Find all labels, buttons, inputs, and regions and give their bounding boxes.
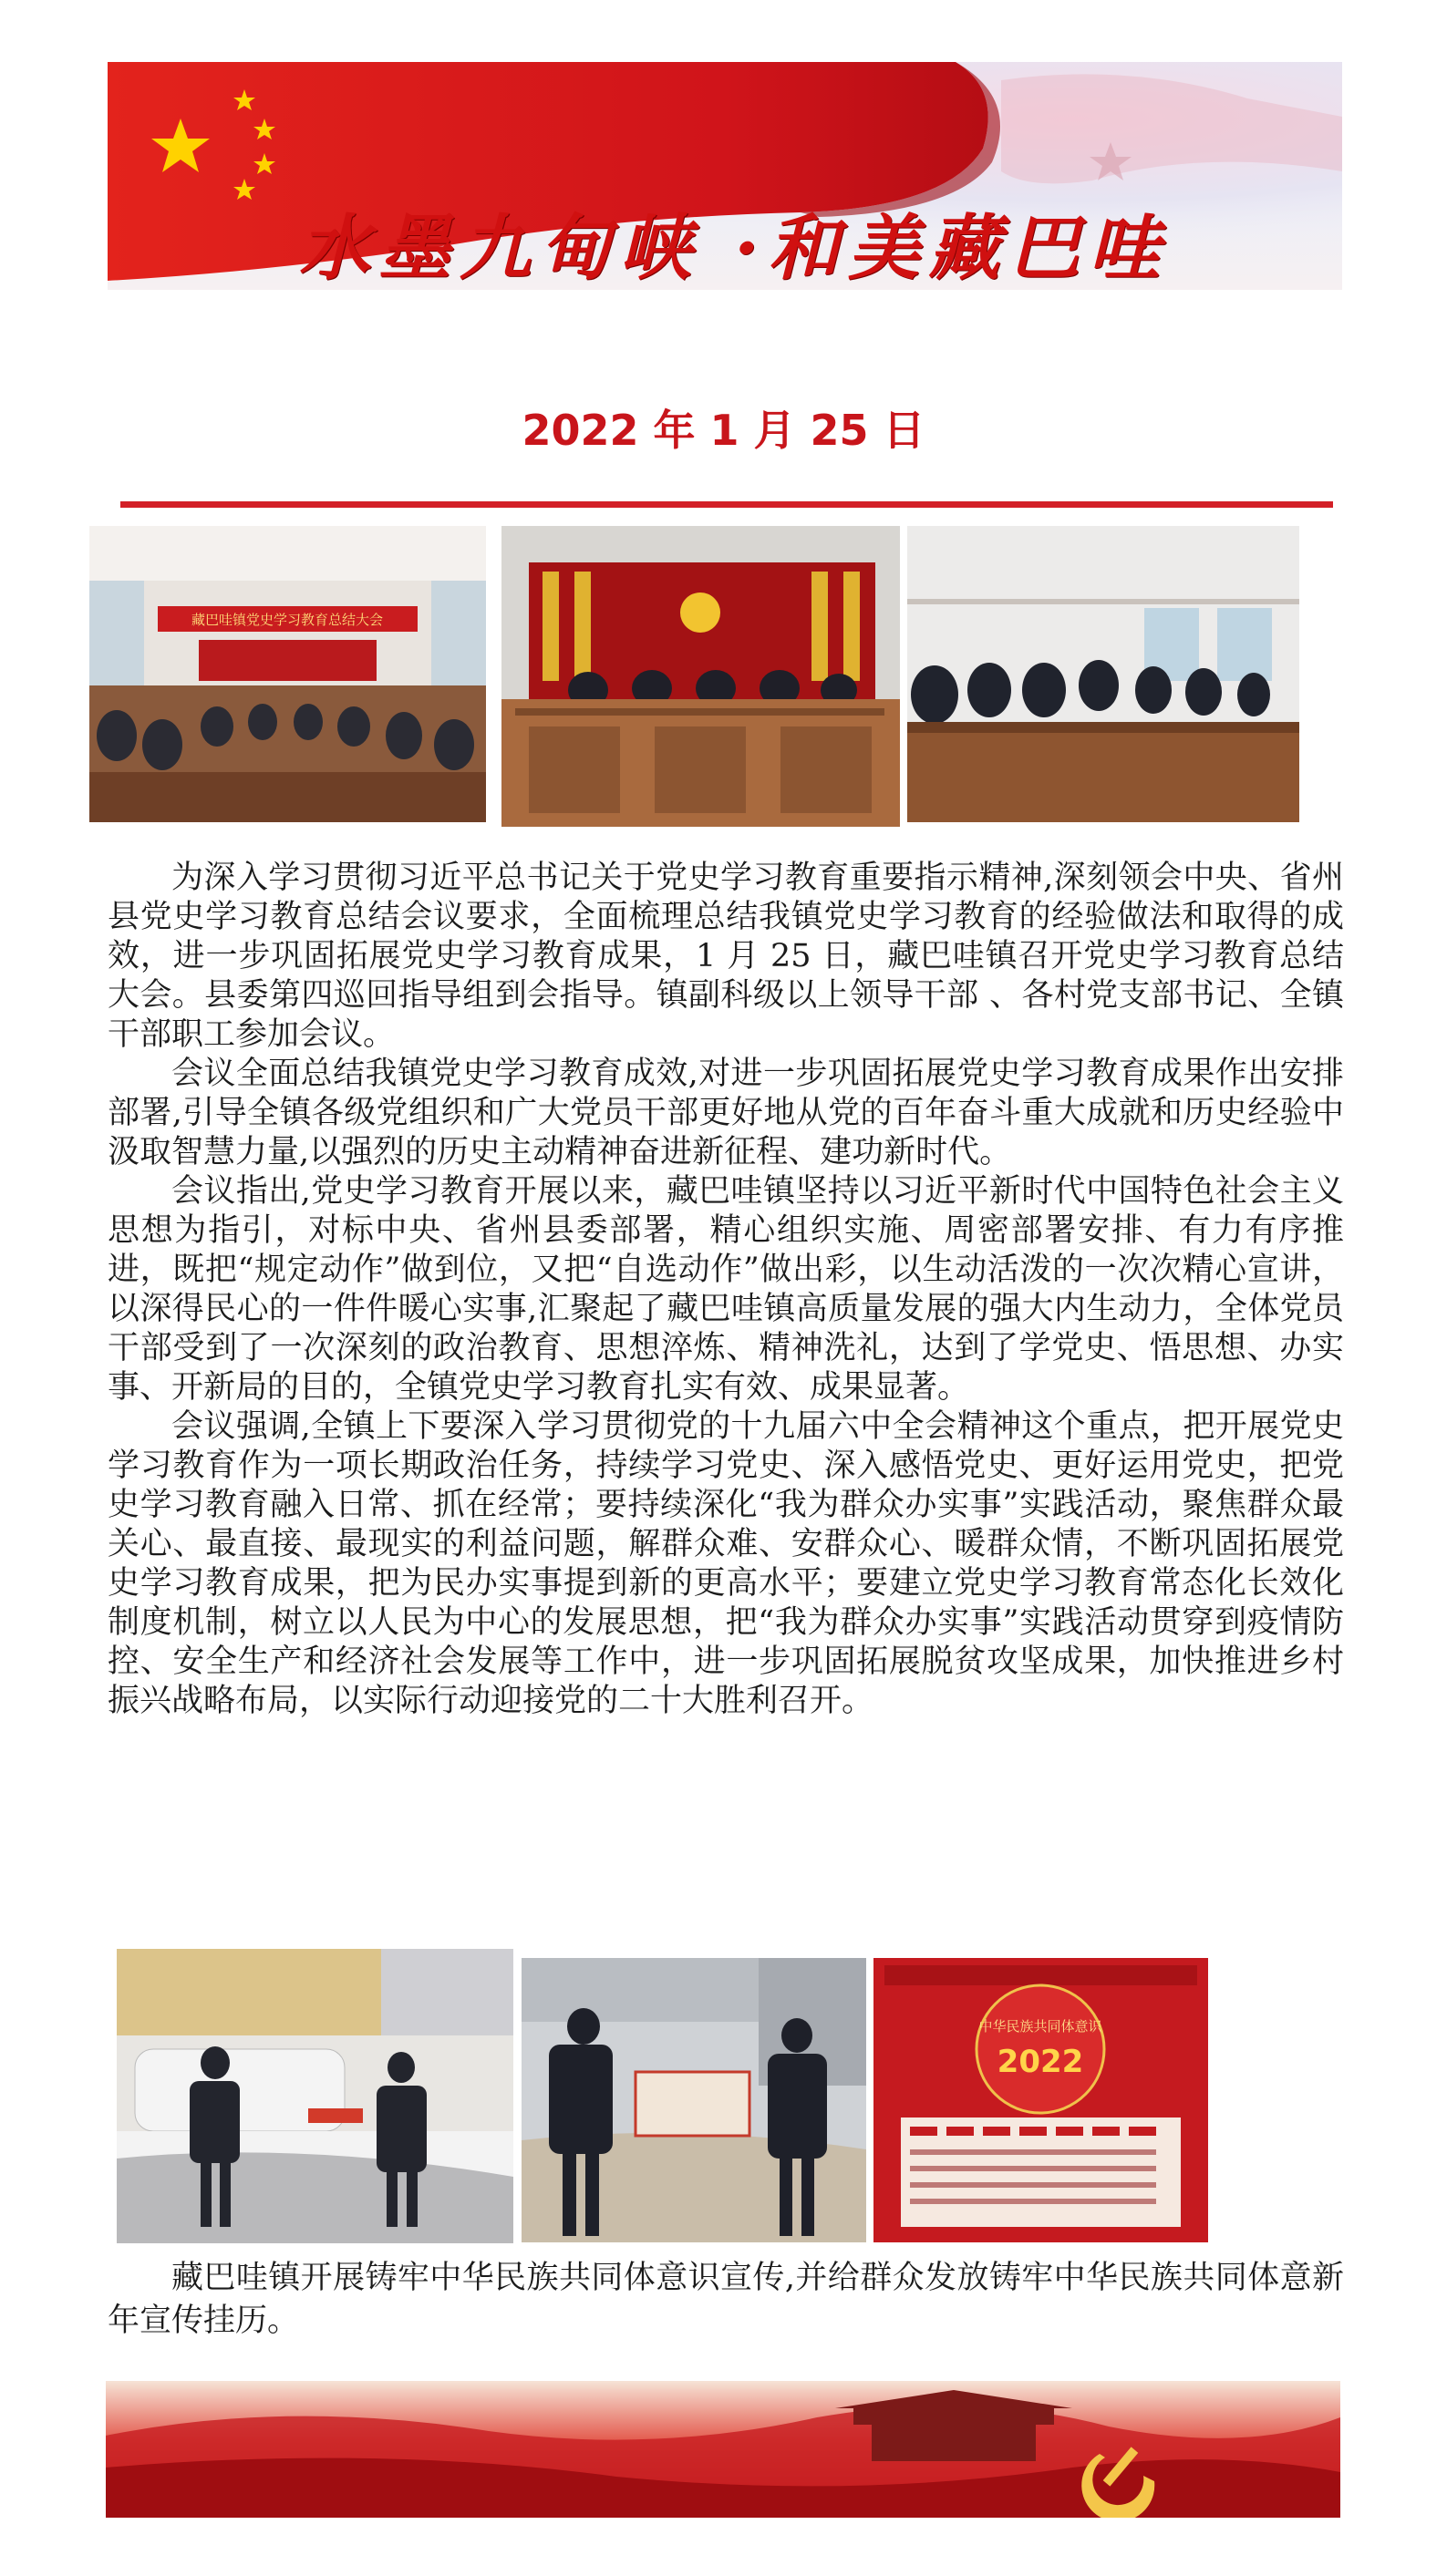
article-body	[108, 859, 1344, 1721]
calendar-poster-photo	[873, 1958, 1208, 2242]
banner-title: 水墨九甸峡 ·和美藏巴哇	[299, 207, 1170, 290]
hall-banner-text: 藏巴哇镇党史学习教育总结大会	[191, 612, 384, 628]
date-divider	[120, 501, 1333, 508]
meeting-hall-photo	[89, 526, 486, 822]
calendar-handover-photo-1	[117, 1949, 513, 2243]
audience-photo	[907, 526, 1299, 822]
rostrum-photo	[501, 526, 900, 827]
article-paragraph: 为深入学习贯彻习近平总书记关于党史学习教育重要指示精神,深刻领会中央、省州县党史学习教育总结会议要求，全面梳理总结我镇党史学习教育的经验做法和取得的成效，进一步巩固拓展党史学习教育成果，1 月 25 日，藏巴哇镇召开党史学习教育总结大会。县委第四巡回指导组到会指导。镇副科级以上领导干部 、各村党支部书记、全镇干部职工参加会议。	[108, 860, 1344, 1053]
calendar-handover-photo-2	[522, 1958, 866, 2242]
footer-banner	[106, 2381, 1340, 2518]
header-banner	[108, 62, 1342, 290]
poster-year: 2022	[997, 2044, 1084, 2080]
article-paragraph: 会议强调,全镇上下要深入学习贯彻党的十九届六中全会精神这个重点，把开展党史学习教育作为一项长期政治任务，持续学习党史、深入感悟党史、更好运用党史，把党史学习教育融入日常、抓在经常；要持续深化“我为群众办实事”实践活动，聚焦群众最关心、最直接、最现实的利益问题，解群众难、安群众心、暖群众情，不断巩固拓展党史学习教育成果，把为民办实事提到新的更高水平；要建立党史学习教育常态化长效化制度机制，树立以人民为中心的发展思想，把“我为群众办实事”实践活动贯穿到疫情防控、安全生产和经济社会发展等工作中，进一步巩固拓展脱贫攻坚成果，加快推进乡村振兴战略布局，以实际行动迎接党的二十大胜利召开。	[108, 1408, 1344, 1719]
article-paragraph: 会议指出,党史学习教育开展以来，藏巴哇镇坚持以习近平新时代中国特色社会主义思想为指引，对标中央、省州县委部署，精心组织实施、周密部署安排、有力有序推进，既把“规定动作”做到位，又把“自选动作”做出彩，以生动活泼的一次次精心宣讲，以深得民心的一件件暖心实事,汇聚起了藏巴哇镇高质量发展的强大内生动力，全体党员干部受到了一次深刻的政治教育、思想淬炼、精神洗礼，达到了学党史、悟思想、办实事、开新局的目的，全镇党史学习教育扎实有效、成果显著。	[108, 1173, 1344, 1406]
poster-title: 中华民族共同体意识	[978, 2018, 1102, 2035]
publication-date: 2022 年 1 月 25 日	[522, 406, 925, 455]
photo-caption: 藏巴哇镇开展铸牢中华民族共同体意识宣传,并给群众发放铸牢中华民族共同体意新年宣传挂历。	[108, 2260, 1344, 2339]
article-paragraph: 会议全面总结我镇党史学习教育成效,对进一步巩固拓展党史学习教育成果作出安排部署,引导全镇各级党组织和广大党员干部更好地从党的百年奋斗重大成就和历史经验中汲取智慧力量,以强烈的历史主动精神奋进新征程、建功新时代。	[108, 1056, 1344, 1170]
party-emblem-icon	[680, 592, 720, 633]
